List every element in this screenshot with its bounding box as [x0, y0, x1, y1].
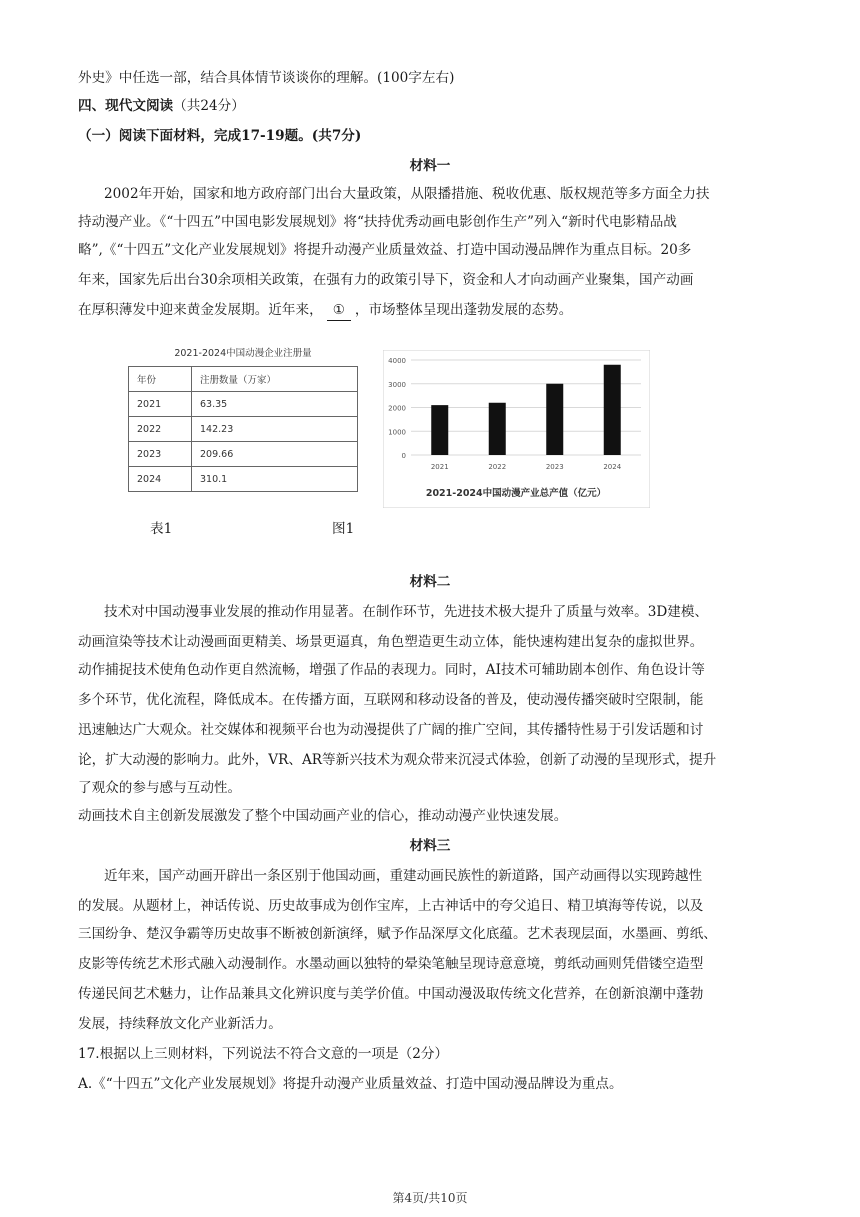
m2-line-4: 多个环节，优化流程，降低成本。在传播方面，互联网和移动设备的普及，使动漫传播突破时空限制，能: [78, 692, 704, 708]
table-cell-year: 2024: [129, 467, 192, 492]
m3-line-2: 的发展。从题材上，神话传说、历史故事成为创作宝库，上古神话中的夸父追日、精卫填海等传说，以及: [78, 898, 704, 914]
table-cell-year: 2023: [129, 442, 192, 467]
y-tick-label: 3000: [388, 380, 406, 389]
m2-line-1: 技术对中国动漫事业发展的推动作用显著。在制作环节，先进技术极大提升了质量与效率。3D建模、: [104, 604, 709, 620]
table-1-label: 表1: [150, 521, 173, 537]
m2-line-2: 动画渲染等技术让动漫画面更精美、场景更逼真，角色塑造更生动立体，能快速构建出复杂的虚拟世界。: [78, 634, 704, 650]
figure-1-label: 图1: [332, 521, 355, 537]
table-cell-count: 142.23: [192, 417, 358, 442]
m1-line-1: 2002年开始，国家和地方政府部门出台大量政策，从限播措施、税收优惠、版权规范等多方面全力扶: [104, 186, 710, 202]
table-cell-count: 310.1: [192, 467, 358, 492]
m1-line-2: 持动漫产业。《“十四五”中国电影发展规划》将“扶持优秀动画电影创作生产”列入“新时代电影精品战: [78, 214, 677, 230]
bar: [489, 403, 506, 455]
chart-title: 2021-2024中国动漫产业总产值（亿元）: [425, 488, 607, 499]
y-tick-label: 2000: [388, 404, 406, 413]
m3-line-1: 近年来，国产动画开辟出一条区别于他国动画，重建动画民族性的新道路，国产动画得以实现跨越性: [104, 868, 703, 884]
section-title: 四、现代文阅读: [78, 98, 174, 114]
y-tick-label: 0: [401, 452, 406, 460]
page-footer: 第4页/共10页: [392, 1191, 468, 1205]
m2-line-5: 迅速触达广大观众。社交媒体和视频平台也为动漫提供了广阔的推广空间，其传播特性易于引发话题和讨: [78, 722, 704, 738]
bar: [546, 384, 563, 455]
m3-line-6: 发展，持续释放文化产业新活力。: [78, 1016, 282, 1032]
table-header-year: 年份: [129, 367, 192, 392]
table-row: [129, 392, 358, 417]
m1-line-5a: 在厚积薄发中迎来黄金发展期。近年来，: [78, 302, 323, 318]
registration-table: [128, 366, 358, 492]
m3-line-3: 三国纷争、楚汉争霸等历史故事不断被创新演绎，赋予作品深厚文化底蕴。艺术表现层面，水墨画、剪纸、: [78, 926, 717, 942]
m2-line-8: 动画技术自主创新发展激发了整个中国动画产业的信心，推动动漫产业快速发展。: [78, 808, 568, 824]
question-17-option-a: A.《“十四五”文化产业发展规划》将提升动漫产业质量效益、打造中国动漫品牌设为重点。: [78, 1076, 623, 1092]
m1-line-4: 年来，国家先后出台30余项相关政策，在强有力的政策引导下，资金和人才向动画产业聚集，国产动画: [78, 272, 694, 288]
section-score: （共24分）: [173, 98, 245, 114]
material-3-title: 材料三: [409, 838, 451, 854]
x-tick-label: 2024: [603, 463, 622, 471]
table-row: [129, 467, 358, 492]
y-tick-label: 1000: [388, 428, 406, 437]
m1-line-5b: ，市场整体呈现出蓬勃发展的态势。: [354, 302, 573, 318]
bar: [604, 365, 621, 455]
m3-line-4: 皮影等传统艺术形式融入动漫制作。水墨动画以独特的晕染笔触呈现诗意意境，剪纸动画则凭借镂空造型: [78, 956, 704, 972]
table-header-count: 注册数量（万家）: [192, 367, 358, 392]
output-value-bar-chart: [383, 350, 650, 508]
m2-line-3: 动作捕捉技术使角色动作更自然流畅，增强了作品的表现力。同时，AI技术可辅助剧本创作、角色设计等: [78, 662, 705, 678]
question-17: 17.根据以上三则材料，下列说法不符合文意的一项是（2分）: [78, 1046, 449, 1062]
question-tail-line: 外史》中任选一部，结合具体情节谈谈你的理解。(100字左右): [78, 70, 455, 86]
fill-blank-1: ①: [327, 300, 351, 321]
m1-line-5: [78, 300, 572, 321]
table-header-row: [129, 367, 358, 392]
m2-line-6: 论，扩大动漫的影响力。此外，VR、AR等新兴技术为观众带来沉浸式体验，创新了动漫的呈现形式，提升: [78, 752, 717, 768]
table-row: [129, 417, 358, 442]
x-tick-label: 2023: [545, 463, 564, 471]
m2-line-7: 了观众的参与感与互动性。: [78, 780, 242, 796]
part-heading: （一）阅读下面材料，完成17-19题。(共7分): [78, 128, 362, 144]
table-cell-count: 209.66: [192, 442, 358, 467]
table-1-caption: 2021-2024中国动漫企业注册量: [174, 348, 312, 359]
table-cell-year: 2021: [129, 392, 192, 417]
x-tick-label: 2022: [488, 463, 507, 471]
material-1-title: 材料一: [409, 158, 451, 174]
table-row: [129, 442, 358, 467]
m1-line-3: 略”,《“十四五”文化产业发展规划》将提升动漫产业质量效益、打造中国动漫品牌作为重点目标。20多: [78, 242, 692, 258]
material-2-title: 材料二: [409, 574, 451, 590]
y-tick-label: 4000: [388, 357, 406, 365]
x-tick-label: 2021: [430, 463, 449, 471]
m3-line-5: 传递民间艺术魅力，让作品兼具文化辨识度与美学价值。中国动漫汲取传统文化营养，在创新浪潮中蓬勃: [78, 986, 704, 1002]
bar: [431, 405, 448, 455]
table-cell-year: 2022: [129, 417, 192, 442]
section-heading: [78, 96, 245, 116]
table-cell-count: 63.35: [192, 392, 358, 417]
